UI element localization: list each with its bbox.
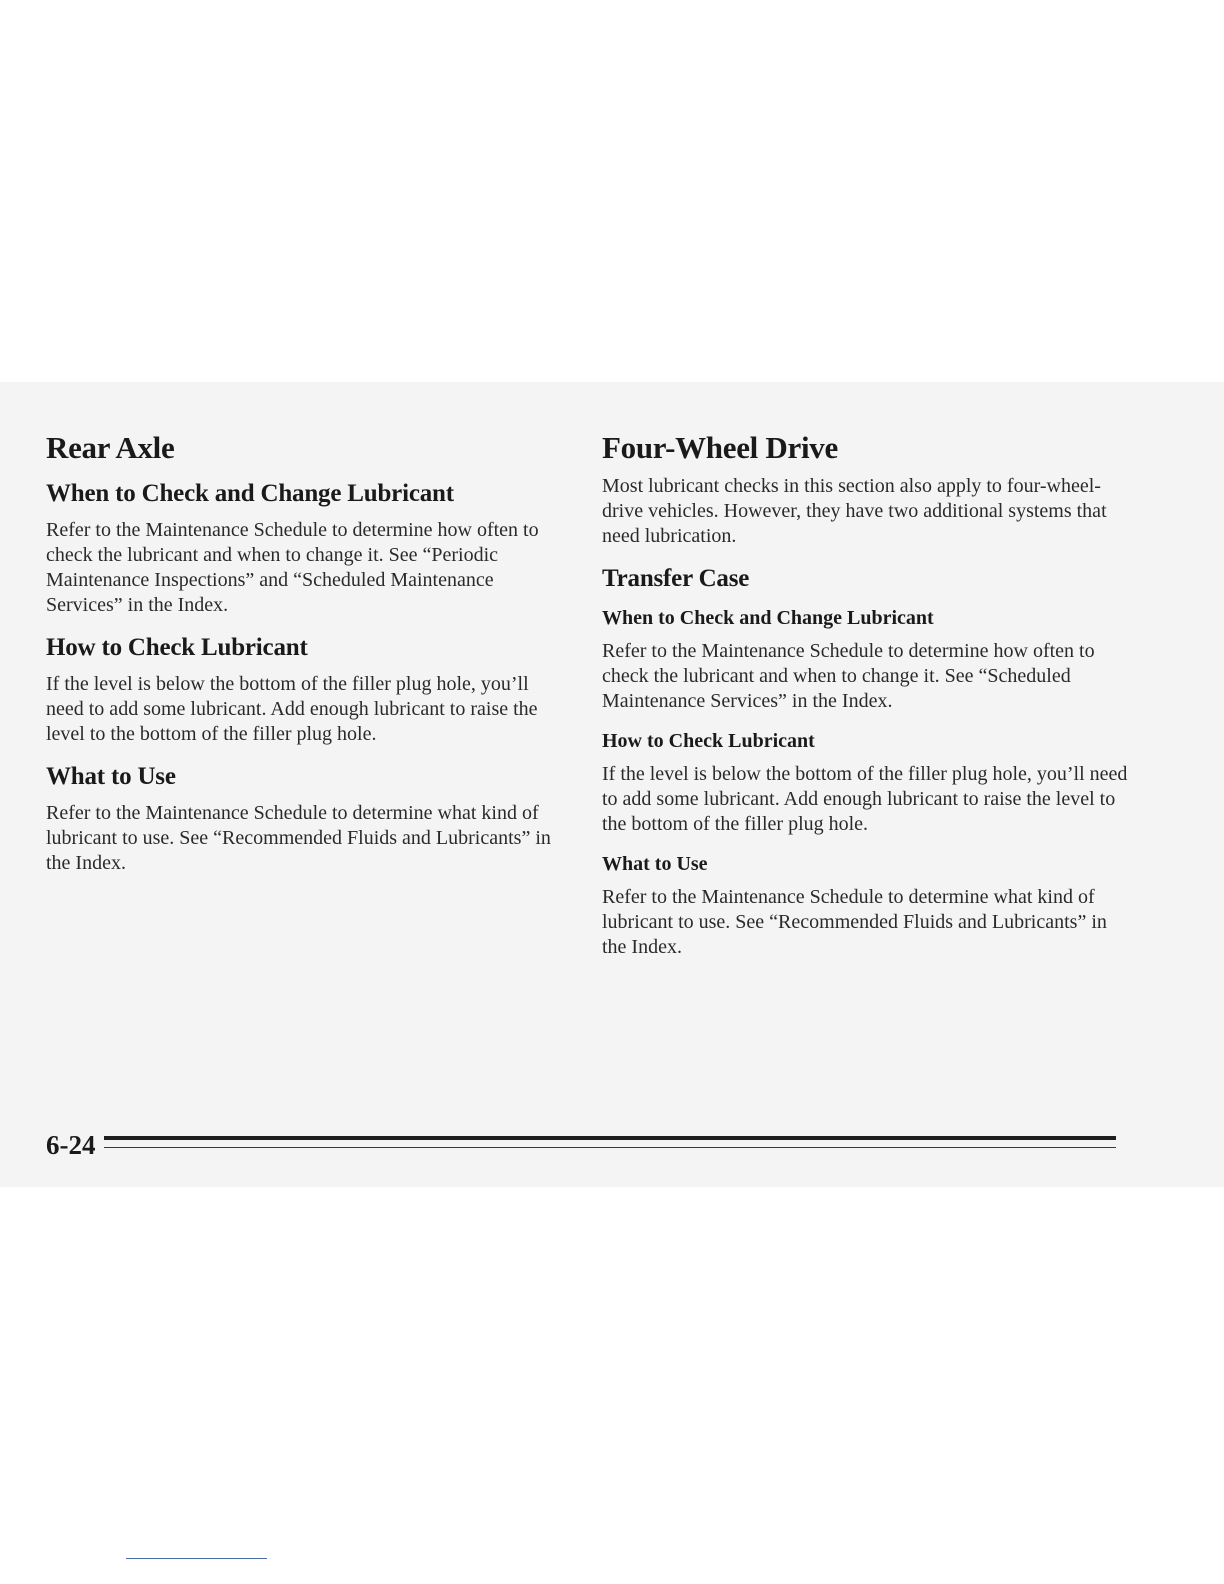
transfer-case-title: Transfer Case (602, 565, 750, 592)
footer-rule-thin (104, 1147, 1116, 1148)
page-footer (46, 1127, 1116, 1163)
footer-rule-thick (104, 1136, 1116, 1140)
page-number: 6-24 (46, 1130, 96, 1160)
bottom-link-underline (126, 1558, 267, 1559)
transfer-case-how-body: If the level is below the bottom of the filler plug hole, you’ll need to add some lubricant. Add enough lubricant to raise the level to the bottom of the filler plug hole. (602, 763, 1128, 835)
rear-axle-what-heading: What to Use (46, 763, 176, 790)
rear-axle-how-body: If the level is below the bottom of the filler plug hole, you’ll need to add some lubricant. Add enough lubricant to raise the level to the bottom of the filler plug hole. (46, 673, 538, 745)
transfer-case-when-body: Refer to the Maintenance Schedule to determine how often to check the lubricant and when to change it. See “Scheduled Maintenance Services” in the Index. (602, 640, 1095, 712)
transfer-case-when-heading: When to Check and Change Lubricant (602, 607, 934, 629)
rear-axle-when-body: Refer to the Maintenance Schedule to determine how often to check the lubricant and when to change it. See “Periodic Maintenance Inspections” and “Scheduled Maintenance Services” in the Index. (46, 519, 539, 616)
right-column (602, 428, 1132, 974)
rear-axle-how-heading: How to Check Lubricant (46, 634, 308, 661)
transfer-case-what-body: Refer to the Maintenance Schedule to determine what kind of lubricant to use. See “Recommended Fluids and Lubricants” in the Index. (602, 886, 1107, 958)
four-wheel-drive-intro: Most lubricant checks in this section also apply to four-wheel-drive vehicles. However, they have two additional systems that need lubrication. (602, 475, 1107, 547)
rear-axle-when-heading: When to Check and Change Lubricant (46, 480, 454, 507)
transfer-case-what-heading: What to Use (602, 853, 708, 875)
rear-axle-what-body: Refer to the Maintenance Schedule to determine what kind of lubricant to use. See “Recommended Fluids and Lubricants” in the Index. (46, 802, 551, 874)
rear-axle-title: Rear Axle (46, 430, 175, 465)
four-wheel-drive-title: Four-Wheel Drive (602, 430, 838, 465)
transfer-case-how-heading: How to Check Lubricant (602, 730, 815, 752)
left-column (46, 428, 566, 890)
